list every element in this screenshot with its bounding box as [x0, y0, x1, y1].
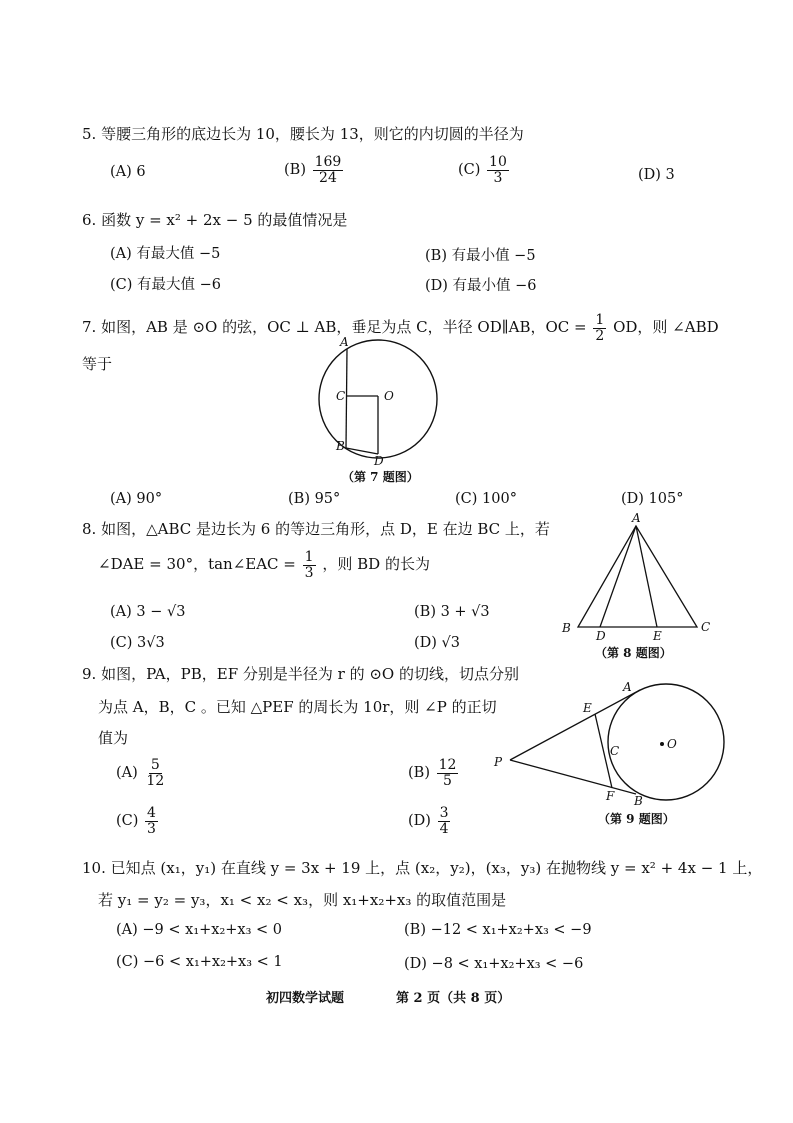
q9-tangent-pa — [510, 690, 640, 760]
q8-option-a: (A) 3 − √3 — [110, 604, 186, 620]
q7-figure — [312, 332, 442, 467]
q5-option-d: (D) 3 — [638, 167, 675, 183]
q9-label-b: B — [634, 794, 643, 808]
q9-option-a — [116, 758, 168, 788]
q7-option-d: (D) 105° — [621, 491, 684, 507]
q10-option-d: (D) −8 < x₁+x₂+x₃ < −6 — [404, 956, 584, 972]
q8-figure — [556, 510, 716, 640]
q9-label-e: E — [583, 701, 592, 715]
q9-stem-line2: 为点 A，B，C 。已知 △PEF 的周长为 10r，则 ∠P 的正切 — [98, 698, 497, 716]
q9-circle — [608, 684, 724, 800]
footer-subject: 初四数学试题 — [266, 991, 345, 1006]
q6-option-c: (C) 有最大值 −6 — [110, 277, 222, 293]
q9-stem: 9. 如图，PA，PB，EF 分别是半径为 r 的 ⊙O 的切线，切点分别 — [82, 665, 519, 683]
q10-stem-line2: 若 y₁ = y₂ = y₃，x₁ < x₂ < x₃，则 x₁+x₂+x₃ 的取值范围是 — [98, 891, 507, 909]
q10-option-b: (B) −12 < x₁+x₂+x₃ < −9 — [404, 922, 592, 938]
q8-stem: 8. 如图，△ABC 是边长为 6 的等边三角形，点 D，E 在边 BC 上，若 — [82, 520, 550, 538]
q9-label-o: O — [667, 737, 677, 751]
q9-stem-line3: 值为 — [98, 729, 129, 747]
q8-option-d: (D) √3 — [414, 635, 461, 651]
q9-label-a: A — [623, 680, 632, 694]
q8-segment-ad — [600, 526, 636, 627]
q5-option-b-label: (B) — [284, 162, 306, 179]
q7-stem-fraction: $\frac{1}{2}$ — [595, 312, 605, 344]
q7-label-o: O — [384, 389, 394, 403]
q8-stem-fraction: $\frac{1}{3}$ — [304, 549, 314, 581]
q9-option-d-fraction: $\frac{3}{4}$ — [439, 805, 449, 837]
q8-label-d: D — [596, 629, 606, 640]
q7-label-c: C — [336, 389, 346, 403]
q7-option-c: (C) 100° — [455, 491, 517, 507]
q5-stem: 5. 等腰三角形的底边长为 10，腰长为 13，则它的内切圆的半径为 — [82, 125, 524, 143]
q7-option-a: (A) 90° — [110, 491, 163, 507]
q6-option-b: (B) 有最小值 −5 — [425, 248, 536, 264]
q7-label-a: A — [340, 335, 349, 349]
q6-option-a: (A) 有最大值 −5 — [110, 246, 221, 262]
q9-option-c — [116, 806, 160, 836]
q7-option-b: (B) 95° — [288, 491, 341, 507]
q5-option-c-fraction: $\frac{10}{3}$ — [489, 154, 507, 186]
footer-page-number: 第 2 页（共 8 页） — [396, 991, 511, 1006]
q5-option-a: (A) 6 — [110, 164, 146, 180]
q8-label-e: E — [653, 629, 662, 640]
q9-label-p: P — [494, 755, 503, 769]
q7-stem-line2: 等于 — [82, 355, 113, 373]
q9-option-b-label: (B) — [408, 765, 430, 782]
q6-option-d: (D) 有最小值 −6 — [425, 278, 537, 294]
q6-stem: 6. 函数 y = x² + 2x − 5 的最值情况是 — [82, 211, 348, 229]
q8-label-a: A — [632, 511, 641, 525]
q8-stem-part2b: ，则 BD 的长为 — [322, 555, 430, 574]
q9-tangent-pb — [510, 760, 636, 794]
q9-option-b — [408, 758, 460, 788]
q9-option-d — [408, 806, 452, 836]
q7-stem-part1: 7. 如图，AB 是 ⊙O 的弦，OC ⊥ AB，垂足为点 C，半径 OD∥AB，OC = — [82, 318, 587, 337]
q9-option-c-fraction: $\frac{4}{3}$ — [147, 805, 156, 837]
q7-label-b: B — [336, 439, 345, 453]
q5-option-b-fraction: $\frac{169}{24}$ — [314, 154, 342, 186]
q10-stem: 10. 已知点 (x₁，y₁) 在直线 y = 3x + 19 上，点 (x₂，y₂)，(x₃，y₃) 在抛物线 y = x² + 4x − 1 上， — [82, 859, 763, 877]
q8-stem-part2a: ∠DAE = 30°，tan∠EAC = — [98, 555, 296, 574]
q7-label-d: D — [374, 454, 384, 467]
q9-center-dot — [660, 742, 664, 746]
q9-label-f: F — [606, 789, 615, 803]
q8-stem-line2 — [98, 550, 430, 580]
q8-option-c: (C) 3√3 — [110, 635, 165, 651]
q9-option-a-fraction: $\frac{5}{12}$ — [146, 757, 165, 789]
q8-triangle-abc — [578, 526, 697, 627]
q8-segment-ae — [636, 526, 657, 627]
q9-caption: （第 9 题图） — [598, 812, 675, 826]
q10-option-c: (C) −6 < x₁+x₂+x₃ < 1 — [116, 954, 283, 970]
q9-option-d-label: (D) — [408, 813, 431, 830]
q9-figure — [488, 674, 728, 809]
q5-option-c — [458, 155, 511, 185]
q7-chord-ab — [346, 349, 347, 448]
q9-option-b-fraction: $\frac{12}{5}$ — [438, 757, 457, 789]
q9-option-a-label: (A) — [116, 765, 138, 782]
q5-option-b — [284, 155, 345, 185]
q7-stem-part2: OD，则 ∠ABD — [613, 318, 719, 337]
q8-label-b: B — [562, 621, 571, 635]
q10-option-a: (A) −9 < x₁+x₂+x₃ < 0 — [116, 922, 282, 938]
q8-option-b: (B) 3 + √3 — [414, 604, 490, 620]
q5-option-c-label: (C) — [458, 162, 481, 179]
q9-option-c-label: (C) — [116, 813, 139, 830]
q8-label-c: C — [701, 620, 711, 634]
q9-label-c: C — [610, 744, 620, 758]
q7-caption: （第 7 题图） — [342, 470, 419, 484]
q8-caption: （第 8 题图） — [595, 646, 672, 660]
